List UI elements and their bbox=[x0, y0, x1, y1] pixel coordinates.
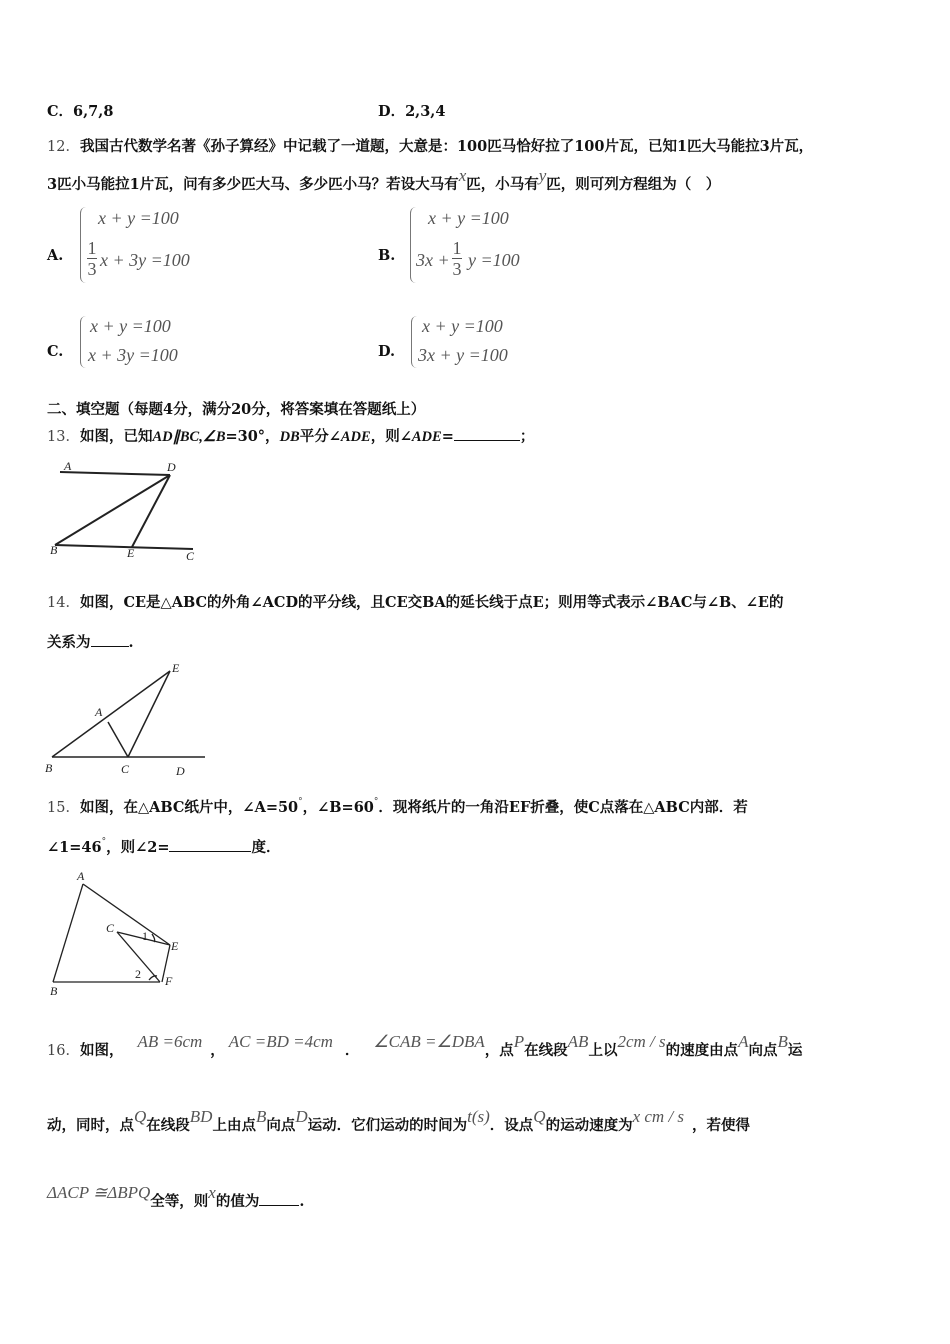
label-b: B bbox=[50, 984, 58, 998]
label-d: D bbox=[167, 460, 176, 474]
text: B bbox=[777, 1032, 788, 1051]
label-a: A bbox=[95, 705, 103, 719]
text: 的运动速度为 bbox=[545, 1117, 633, 1134]
text: . bbox=[299, 1193, 305, 1210]
text: B bbox=[255, 1107, 267, 1126]
section-title: 二、填空题（每题4分，满分20分，将答案填在答题纸上） bbox=[47, 401, 426, 418]
q12-text: 我国古代数学名著《孙子算经》中记载了一道题，大意是：100匹马恰好拉了100片瓦，已知1匹大马能拉3片瓦， bbox=[79, 138, 814, 155]
text: DB bbox=[279, 429, 300, 445]
q14-line1 bbox=[47, 594, 783, 612]
text: x + y =100 bbox=[90, 316, 171, 336]
text: D bbox=[295, 1107, 308, 1126]
q12-option-c-label: C. bbox=[47, 343, 64, 360]
text: 上以 bbox=[588, 1042, 618, 1059]
text: 向点 bbox=[748, 1042, 778, 1059]
text: 度． bbox=[251, 839, 281, 856]
q15-line1 bbox=[47, 799, 748, 819]
q11-option-c: C．6,7,8 bbox=[47, 103, 114, 120]
text: 的速度由点 bbox=[665, 1042, 739, 1059]
text: 运动．它们运动的时间为 bbox=[307, 1117, 468, 1134]
text: 平分∠ bbox=[299, 428, 341, 445]
label-angle-1: 1 bbox=[142, 929, 148, 943]
label-b: B bbox=[45, 761, 53, 775]
text: 1 bbox=[87, 238, 97, 258]
text: ΔACP ≅ΔBPQ bbox=[47, 1183, 151, 1202]
q11-option-d: D．2,3,4 bbox=[378, 103, 446, 120]
text: ． bbox=[344, 1042, 360, 1059]
answer-blank bbox=[91, 632, 129, 647]
answer-blank bbox=[259, 1191, 299, 1206]
label-e: E bbox=[127, 546, 135, 560]
figure-q14 bbox=[52, 671, 205, 757]
q16-line3 bbox=[47, 1183, 305, 1211]
text: 16． bbox=[47, 1043, 80, 1059]
q12-option-a-label: A. bbox=[47, 247, 64, 264]
text: P bbox=[513, 1032, 525, 1051]
answer-blank bbox=[169, 837, 251, 852]
text: ° bbox=[373, 797, 379, 807]
text: 如图，在△ABC纸片中，∠A=50 bbox=[79, 799, 299, 816]
text: 的值为 bbox=[215, 1193, 260, 1210]
label-f: F bbox=[165, 974, 173, 988]
text: ADE bbox=[340, 429, 371, 445]
text: ， bbox=[210, 1042, 225, 1059]
text: x cm / s bbox=[632, 1107, 685, 1126]
text: x + 3y =100 bbox=[88, 345, 178, 365]
q14-line2 bbox=[47, 632, 134, 652]
text: ∠CAB =∠DBA bbox=[373, 1032, 485, 1051]
text: 14． bbox=[47, 595, 80, 611]
q16-line1 bbox=[47, 1032, 803, 1060]
text: y =100 bbox=[468, 250, 520, 270]
q15-line2 bbox=[47, 837, 280, 859]
text: AD∥BC,∠B bbox=[152, 429, 226, 445]
q12-text: 匹，则可列方程组为（ ） bbox=[546, 176, 721, 193]
label-c: C bbox=[106, 921, 115, 935]
label-e: E bbox=[172, 661, 180, 675]
text: ∠1=46 bbox=[47, 839, 102, 856]
text: 3 bbox=[452, 259, 462, 279]
text: 13． bbox=[47, 429, 80, 445]
text: ，∠B=60 bbox=[302, 799, 374, 816]
text: 在线段 bbox=[146, 1117, 190, 1134]
q12-text: 匹，小马有 bbox=[466, 176, 539, 193]
label-a: A bbox=[64, 459, 72, 473]
text: AB bbox=[567, 1032, 589, 1051]
text: ； bbox=[519, 428, 535, 445]
text: ADE bbox=[411, 429, 442, 445]
text: x + y =100 bbox=[428, 208, 509, 228]
text: A bbox=[738, 1032, 749, 1051]
label-a: A bbox=[77, 869, 85, 883]
label-c: C bbox=[121, 762, 130, 776]
text: 如图，已知 bbox=[79, 428, 153, 445]
q12-option-d-label: D. bbox=[378, 343, 396, 360]
text: x + y =100 bbox=[98, 208, 179, 228]
text: AC =BD =4cm bbox=[228, 1032, 333, 1051]
text: 如图，CE是△ABC的外角∠ACD的平分线，且CE交BA的延长线于点E；则用等式表示∠BAC与∠B、∠E的 bbox=[79, 594, 784, 611]
text: ．设点 bbox=[489, 1117, 534, 1134]
text: 2cm / s bbox=[617, 1032, 666, 1051]
text: 3 bbox=[87, 259, 97, 279]
text: ° bbox=[101, 837, 107, 847]
text: ，则∠ bbox=[370, 428, 412, 445]
text: ，若使得 bbox=[692, 1117, 751, 1134]
math-var: y bbox=[538, 166, 547, 185]
label-angle-2: 2 bbox=[135, 967, 141, 981]
text: 动，同时，点 bbox=[47, 1117, 134, 1134]
q12-text: 3匹小马能拉1片瓦，问有多少匹大马、多少匹小马？若设大马有 bbox=[47, 176, 459, 193]
q16-line2 bbox=[47, 1107, 751, 1135]
text: x bbox=[208, 1183, 216, 1202]
text: 向点 bbox=[266, 1117, 296, 1134]
text: 上由点 bbox=[212, 1117, 256, 1134]
q12-number: 12． bbox=[47, 139, 80, 155]
text: 1 bbox=[452, 238, 462, 258]
text: 15． bbox=[47, 800, 80, 816]
label-b: B bbox=[50, 543, 58, 557]
text: ，点 bbox=[484, 1042, 514, 1059]
text: Q bbox=[134, 1107, 147, 1126]
figure-q13 bbox=[55, 472, 193, 549]
label-c: C bbox=[186, 549, 195, 563]
math-var: x bbox=[458, 166, 467, 185]
text: ，则∠2= bbox=[106, 839, 170, 856]
text: =30°， bbox=[225, 428, 280, 445]
text: t(s) bbox=[467, 1107, 490, 1126]
text: BD bbox=[189, 1107, 213, 1126]
text: . bbox=[128, 634, 134, 651]
label-d: D bbox=[176, 764, 185, 778]
text: 关系为 bbox=[47, 634, 91, 651]
text: 3x + bbox=[416, 250, 450, 270]
text: = bbox=[441, 428, 454, 445]
text: ．现将纸片的一角沿EF折叠，使C点落在△ABC内部．若 bbox=[378, 799, 748, 816]
text: x + y =100 bbox=[422, 316, 503, 336]
text: 全等，则 bbox=[150, 1193, 209, 1210]
text: ° bbox=[298, 797, 303, 807]
q12-option-b-label: B. bbox=[378, 247, 396, 264]
text: 运 bbox=[787, 1042, 803, 1059]
text: x + 3y =100 bbox=[100, 250, 190, 270]
text: 在线段 bbox=[524, 1042, 568, 1059]
text: 如图， bbox=[79, 1042, 124, 1059]
text: 3x + y =100 bbox=[418, 345, 508, 365]
text: AB =6cm bbox=[137, 1032, 203, 1051]
text: Q bbox=[533, 1107, 546, 1126]
label-e: E bbox=[171, 939, 179, 953]
